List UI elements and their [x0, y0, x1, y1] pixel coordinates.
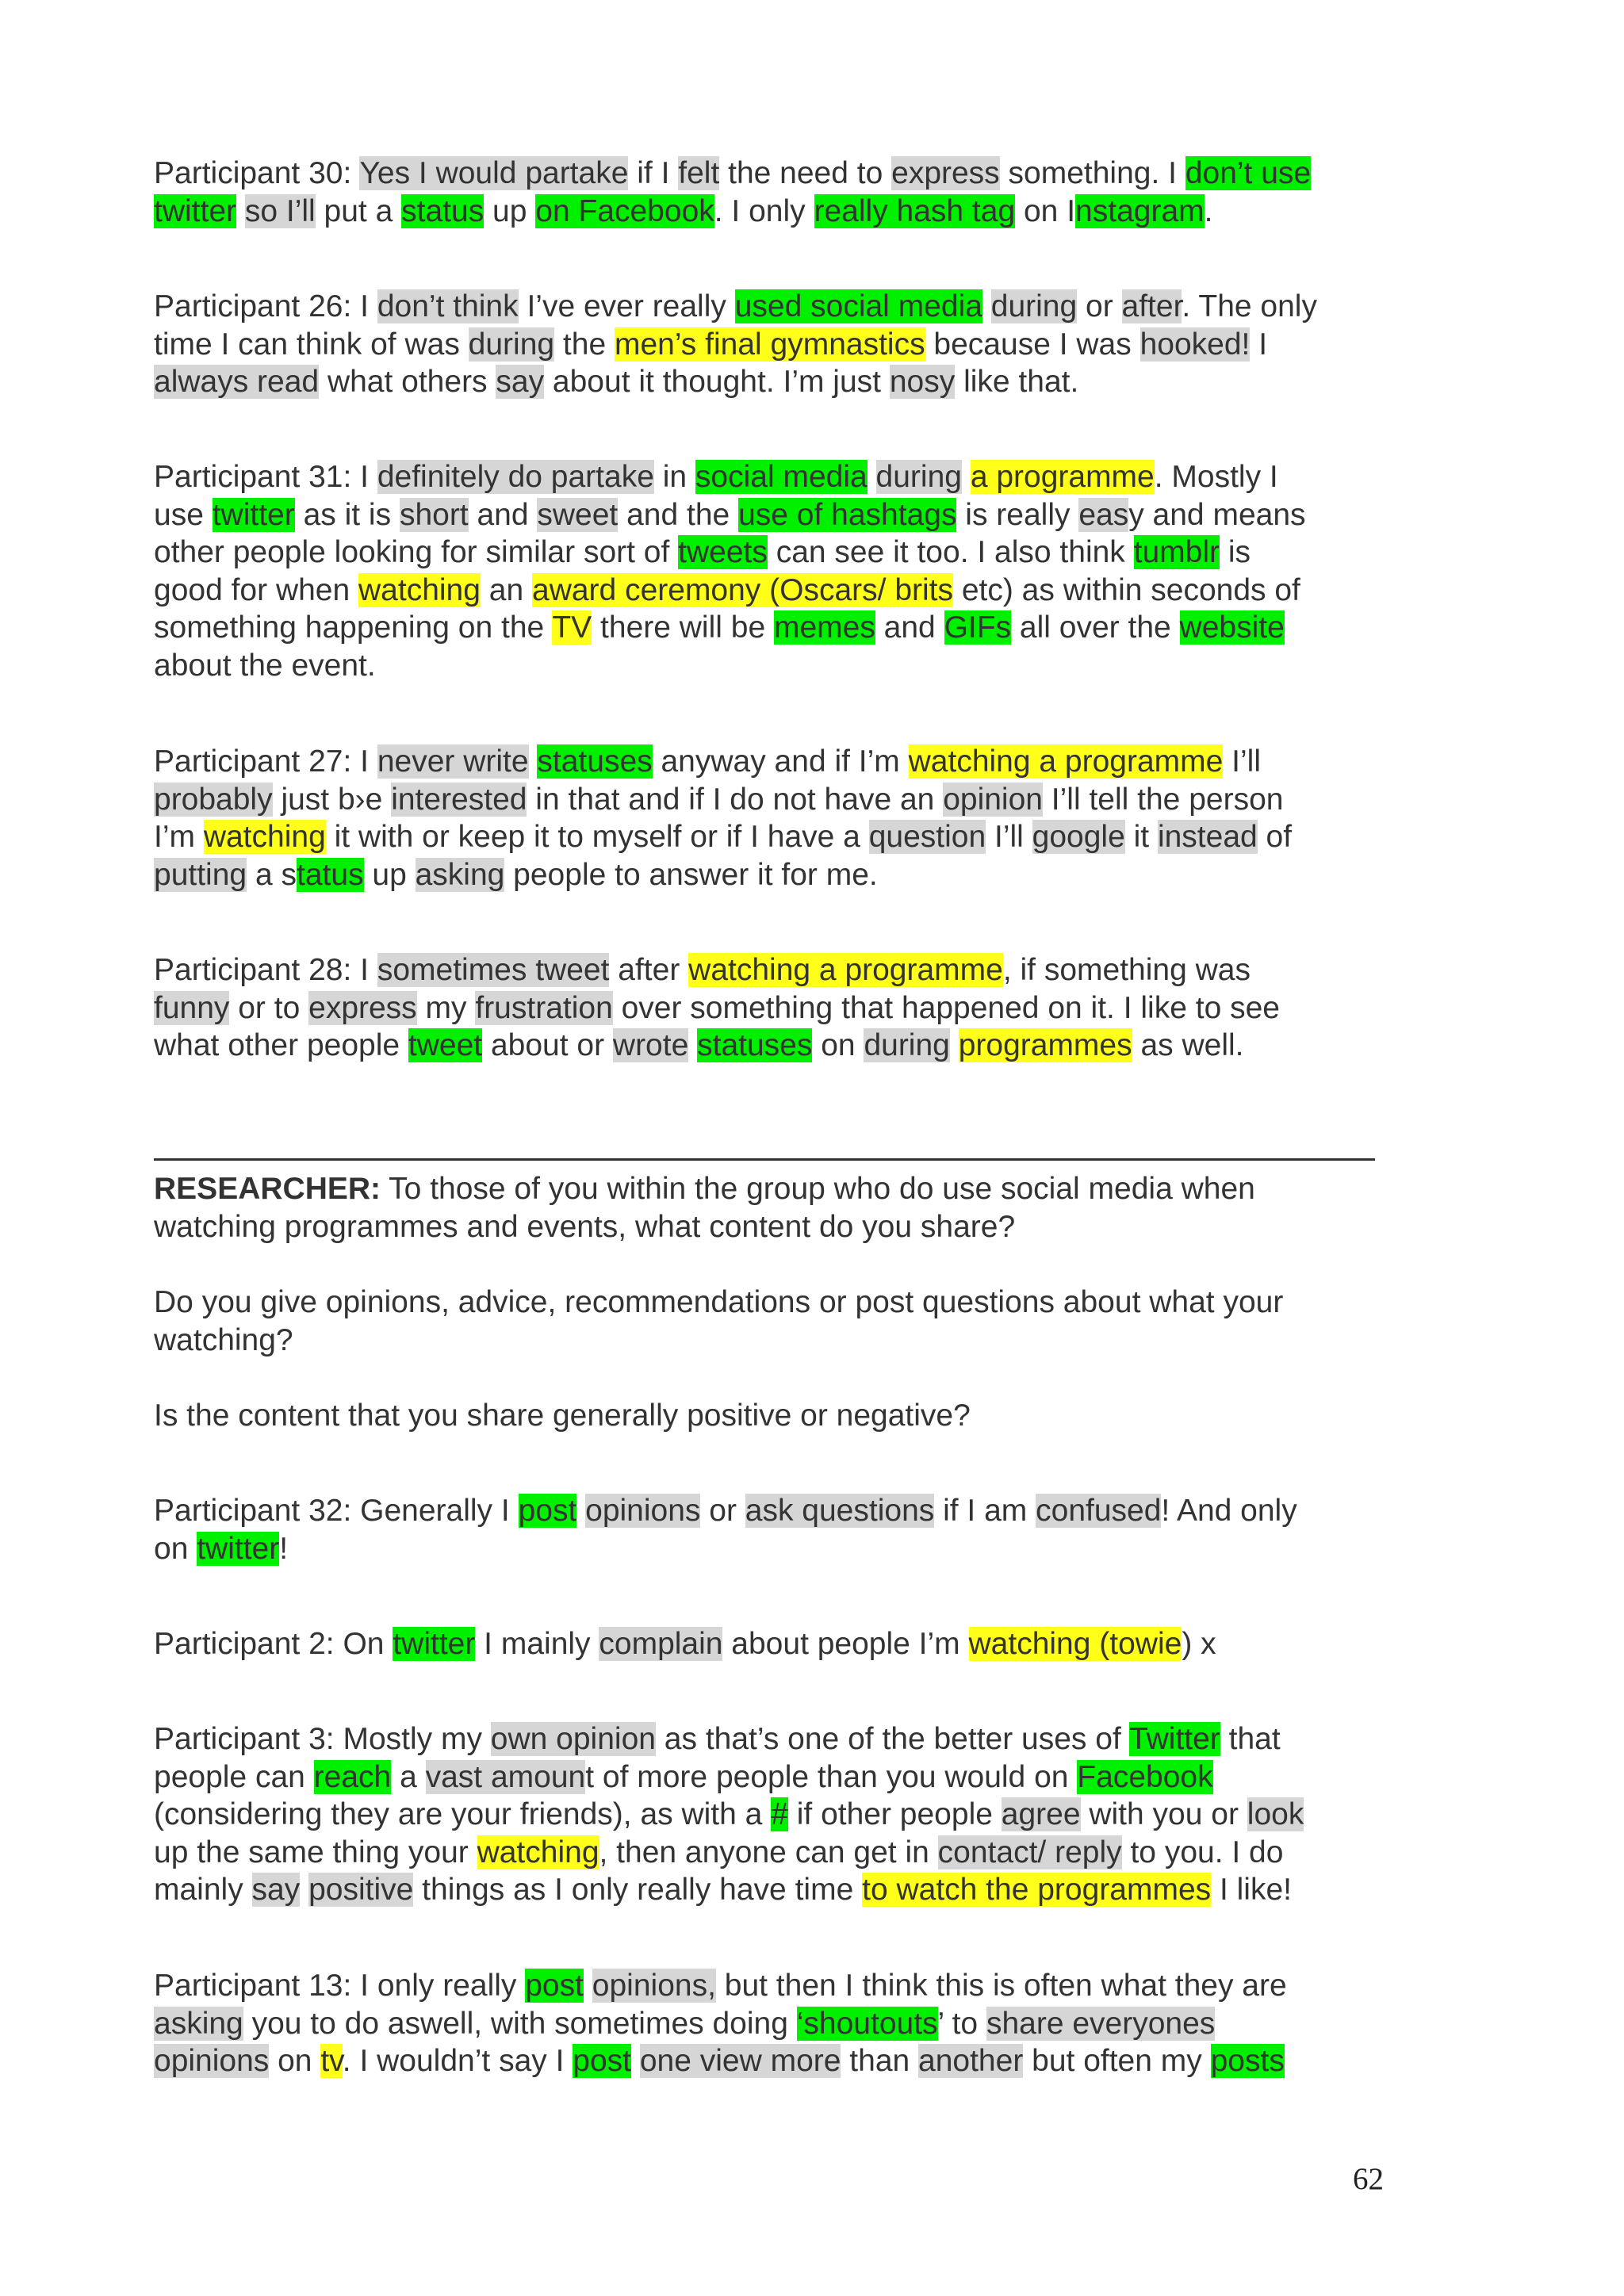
grey-highlight: asking: [415, 857, 505, 892]
section-divider: [154, 1158, 1375, 1161]
green-highlight: tweet: [408, 1028, 483, 1063]
text-run: Participant 13: I only really: [154, 1969, 526, 2003]
text-run: in: [653, 460, 695, 494]
text-run: watching?: [154, 1322, 293, 1357]
text-line: [154, 1834, 1391, 1872]
text-run: I like!: [1211, 1873, 1293, 1908]
text-run: ! And only: [1161, 1494, 1297, 1528]
text-run: . Mostly I: [1154, 460, 1278, 494]
text-run: the need to: [719, 156, 892, 190]
text-line: [154, 572, 1391, 610]
grey-highlight: felt: [678, 156, 720, 190]
text-line: [154, 155, 1391, 193]
yellow-highlight: watching (towie: [968, 1627, 1182, 1661]
text-run: Participant 32: Generally I: [154, 1494, 519, 1528]
researcher-sentiment-question: [154, 1397, 1391, 1435]
grey-highlight: opinions: [585, 1494, 701, 1528]
grey-highlight: eas: [1078, 497, 1129, 532]
text-run: as it is: [294, 497, 400, 532]
grey-highlight: own opinion: [490, 1722, 656, 1756]
text-run: [236, 194, 245, 228]
text-run: people to answer it for me.: [504, 857, 878, 892]
grey-highlight: asking: [154, 2006, 243, 2041]
text-run: I’ll: [986, 820, 1032, 855]
green-highlight: memes: [773, 610, 875, 645]
text-run: . The only: [1182, 289, 1317, 323]
text-line: [154, 1397, 1391, 1435]
green-highlight: twitter: [393, 1627, 476, 1661]
text-run: I’m: [154, 820, 204, 855]
text-run: y and means: [1128, 497, 1306, 532]
text-run: [950, 1028, 959, 1062]
researcher-followup-question: [154, 1284, 1391, 1359]
text-run: after: [609, 953, 689, 987]
yellow-highlight: watching a programme: [908, 744, 1224, 779]
yellow-highlight: programmes: [958, 1028, 1132, 1063]
text-run: on I: [1015, 193, 1076, 228]
grey-highlight: frustration: [475, 990, 613, 1025]
green-highlight: posts: [1210, 2044, 1285, 2079]
text-line: [154, 1871, 1391, 1909]
text-run: anyway and if I’m: [652, 744, 909, 779]
text-run: good for when: [154, 572, 359, 607]
text-run: but often my: [1023, 2044, 1211, 2079]
text-line: [154, 647, 1391, 685]
grey-highlight: complain: [599, 1627, 723, 1661]
grey-highlight: sweet: [537, 497, 619, 532]
text-run: ’ to: [937, 2006, 986, 2041]
text-run: on: [154, 1531, 197, 1566]
text-run: etc) as within seconds of: [953, 572, 1300, 607]
text-run: time I can think of was: [154, 327, 469, 362]
grey-highlight: agree: [1001, 1797, 1081, 1832]
grey-highlight: google: [1032, 820, 1125, 855]
text-run: is: [1220, 535, 1251, 570]
text-run: Participant 2: On: [154, 1627, 393, 1661]
grey-highlight: definitely do partake: [377, 460, 654, 494]
grey-highlight: interested: [391, 782, 527, 817]
grey-highlight: confused: [1036, 1494, 1162, 1528]
green-highlight: ‘shoutouts: [796, 2006, 938, 2041]
text-run: I’ll tell the person: [1042, 782, 1284, 817]
text-run: if I am: [934, 1494, 1036, 1528]
green-highlight: statuses: [537, 744, 653, 779]
grey-highlight: wrote: [612, 1028, 689, 1063]
text-run: Participant 3: Mostly my: [154, 1722, 491, 1756]
text-run: and: [468, 497, 538, 532]
text-run: on: [269, 2044, 321, 2079]
text-run: people can: [154, 1759, 314, 1794]
text-run: Participant 30:: [154, 156, 360, 190]
grey-highlight: hooked!: [1139, 327, 1251, 362]
text-run: just b›e: [272, 782, 392, 817]
grey-highlight: positive: [308, 1873, 414, 1908]
participant-26-response: [154, 288, 1391, 401]
text-line: [154, 818, 1391, 856]
text-run: as well.: [1132, 1028, 1244, 1063]
grey-highlight: opinions: [154, 2044, 270, 2079]
text-run: things as I only really have time: [413, 1873, 863, 1908]
grey-highlight: say: [496, 365, 545, 400]
participant-13-response: [154, 1967, 1391, 2080]
yellow-highlight: men’s final gymnastics: [614, 327, 925, 362]
grey-highlight: never write: [377, 744, 529, 779]
text-run: it: [1124, 820, 1158, 855]
green-highlight: #: [771, 1797, 788, 1832]
participant-2-response: [154, 1625, 1391, 1663]
text-line: [154, 1322, 1391, 1360]
green-highlight: post: [518, 1494, 577, 1528]
grey-highlight: during: [468, 327, 555, 362]
text-run: about it thought. I’m just: [544, 365, 890, 400]
text-line: [154, 1208, 1391, 1246]
yellow-highlight: a programme: [970, 460, 1155, 494]
text-line: [154, 1492, 1391, 1530]
text-line: [154, 496, 1391, 534]
text-run: a: [391, 1759, 426, 1794]
text-run: it with or keep it to myself or if I have a: [325, 820, 869, 855]
text-run: [982, 289, 991, 323]
text-line: [154, 1284, 1391, 1322]
participant-28-response: [154, 951, 1391, 1065]
text-run: !: [279, 1531, 289, 1566]
yellow-highlight: watching: [477, 1835, 599, 1869]
green-highlight: Facebook: [1077, 1759, 1213, 1794]
yellow-highlight: tv: [320, 2044, 343, 2079]
text-run: (considering they are your friends), as with a: [154, 1797, 772, 1832]
green-highlight: tatus: [296, 857, 364, 892]
grey-highlight: funny: [154, 990, 230, 1025]
grey-highlight: sometimes tweet: [377, 953, 610, 987]
participant-31-response: [154, 458, 1391, 685]
text-run: over something that happened on it. I like to see: [612, 990, 1280, 1025]
text-run: there will be: [592, 610, 774, 645]
text-line: [154, 1720, 1391, 1758]
grey-highlight: during: [864, 1028, 950, 1063]
bold-label: RESEARCHER:: [154, 1172, 381, 1206]
green-highlight: website: [1179, 610, 1285, 645]
text-line: [154, 1967, 1391, 2005]
text-line: [154, 193, 1391, 231]
text-run: in that and if I do not have an: [527, 782, 944, 817]
text-run: ) x: [1182, 1627, 1216, 1661]
grey-highlight: after: [1121, 289, 1182, 323]
participant-3-response: [154, 1720, 1391, 1909]
text-line: [154, 326, 1391, 364]
green-highlight: twitter: [197, 1531, 280, 1566]
green-highlight: really hash tag: [814, 193, 1016, 228]
green-highlight: status: [401, 193, 485, 228]
yellow-highlight: to watch the programmes: [862, 1873, 1212, 1908]
text-run: up: [363, 857, 416, 892]
grey-highlight: opinion: [943, 782, 1043, 817]
text-line: [154, 951, 1391, 989]
grey-highlight: another: [918, 2044, 1024, 2079]
grey-highlight: ask questions: [745, 1494, 935, 1528]
text-run: t of more people than you would on: [585, 1759, 1078, 1794]
text-run: Do you give opinions, advice, recommendations or post questions about what your: [154, 1285, 1284, 1319]
text-run: with you or: [1080, 1797, 1247, 1832]
text-run: or to: [229, 990, 309, 1025]
yellow-highlight: watching: [203, 820, 326, 855]
text-line: [154, 1530, 1391, 1568]
text-run: something happening on the: [154, 610, 553, 645]
text-run: I’ve ever really: [518, 289, 735, 323]
text-run: what other people: [154, 1028, 408, 1063]
text-run: if I: [628, 156, 679, 190]
text-line: [154, 856, 1391, 894]
text-run: about people I’m: [722, 1627, 969, 1661]
green-highlight: twitter: [154, 193, 237, 228]
green-highlight: don’t use: [1185, 156, 1312, 190]
green-highlight: social media: [695, 460, 868, 494]
text-line: [154, 534, 1391, 572]
text-run: about the event.: [154, 648, 376, 683]
text-run: my: [416, 990, 476, 1025]
text-run: as that’s one of the better uses of: [655, 1722, 1129, 1756]
green-highlight: on Facebook: [535, 193, 714, 228]
text-run: Participant 26: I: [154, 289, 377, 323]
grey-highlight: question: [868, 820, 986, 855]
green-highlight: GIFs: [944, 610, 1012, 645]
text-run: the: [554, 327, 615, 362]
text-run: a s: [247, 857, 297, 892]
text-run: but then I think this is often what they are: [715, 1969, 1287, 2003]
text-run: , then anyone can get in: [599, 1835, 938, 1869]
text-run: I’ll: [1223, 744, 1261, 779]
text-run: other people looking for similar sort of: [154, 535, 679, 570]
text-line: [154, 458, 1391, 496]
text-run: I: [1250, 327, 1268, 362]
green-highlight: post: [573, 2044, 631, 2079]
green-highlight: Twitter: [1128, 1722, 1220, 1756]
text-line: [154, 288, 1391, 326]
text-run: that: [1220, 1722, 1281, 1756]
text-run: [584, 1969, 592, 2003]
grey-highlight: express: [308, 990, 417, 1025]
green-highlight: tweets: [678, 535, 768, 570]
text-run: Participant 31: I: [154, 460, 377, 494]
yellow-highlight: award ceremony (Oscars/ brits: [532, 572, 953, 607]
text-run: watching programmes and events, what content do you share?: [154, 1209, 1016, 1244]
grey-highlight: one view more: [639, 2044, 841, 2079]
text-run: you to do aswell, with sometimes doing: [243, 2006, 797, 2041]
text-line: [154, 363, 1391, 401]
text-run: To those of you within the group who do use social media when: [381, 1172, 1255, 1206]
text-run: Is the content that you share generally positive or negative?: [154, 1399, 971, 1433]
text-run: [631, 2044, 640, 2078]
text-run: I mainly: [475, 1627, 599, 1661]
text-run: on: [812, 1028, 864, 1063]
text-run: is really: [956, 497, 1079, 532]
participant-30-response: [154, 155, 1391, 230]
text-run: can see it too. I also think: [767, 535, 1134, 570]
text-run: , if something was: [1002, 953, 1251, 987]
text-run: [962, 460, 971, 494]
text-line: [154, 743, 1391, 781]
text-run: [576, 1494, 585, 1528]
text-run: and the: [618, 497, 739, 532]
grey-highlight: so I’ll: [244, 193, 316, 228]
participant-27-response: [154, 743, 1391, 894]
text-run: up the same thing your: [154, 1835, 477, 1869]
grey-highlight: express: [891, 156, 1000, 190]
text-line: [154, 2005, 1391, 2043]
text-line: [154, 1170, 1391, 1208]
grey-highlight: don’t think: [377, 289, 519, 323]
grey-highlight: nosy: [889, 365, 956, 400]
text-run: up: [484, 193, 536, 228]
grey-highlight: opinions,: [592, 1969, 716, 2003]
text-line: [154, 609, 1391, 647]
text-run: than: [841, 2044, 919, 2079]
grey-highlight: Yes I would partake: [359, 156, 629, 190]
text-run: if other people: [787, 1797, 1002, 1832]
researcher-question: [154, 1170, 1391, 1246]
text-line: [154, 989, 1391, 1027]
text-run: about or: [482, 1028, 613, 1063]
text-line: [154, 1027, 1391, 1065]
green-highlight: post: [525, 1969, 584, 2003]
text-run: something. I: [999, 156, 1185, 190]
text-run: Participant 28: I: [154, 953, 377, 987]
text-run: or: [700, 1494, 745, 1528]
text-run: [529, 744, 538, 779]
text-run: . I wouldn’t say I: [342, 2044, 573, 2079]
text-line: [154, 1625, 1391, 1663]
text-run: put a: [315, 193, 402, 228]
grey-highlight: putting: [154, 857, 247, 892]
participant-32-response: [154, 1492, 1391, 1567]
text-run: mainly: [154, 1873, 252, 1908]
text-run: .: [1204, 193, 1213, 228]
text-run: all over the: [1011, 610, 1180, 645]
yellow-highlight: TV: [552, 610, 592, 645]
grey-highlight: instead: [1157, 820, 1258, 855]
grey-highlight: during: [990, 289, 1078, 323]
grey-highlight: during: [875, 460, 962, 494]
grey-highlight: say: [251, 1873, 301, 1908]
green-highlight: statuses: [697, 1028, 813, 1063]
text-run: of: [1257, 820, 1293, 855]
grey-highlight: short: [399, 497, 469, 532]
green-highlight: twitter: [212, 497, 295, 532]
grey-highlight: probably: [154, 782, 273, 817]
text-run: and: [875, 610, 944, 645]
text-run: [300, 1873, 308, 1907]
text-run: Participant 27: I: [154, 744, 377, 779]
text-run: . I only: [714, 193, 814, 228]
text-run: use: [154, 497, 213, 532]
yellow-highlight: watching: [358, 572, 481, 607]
text-run: an: [480, 572, 533, 607]
text-run: [688, 1028, 697, 1062]
text-line: [154, 1758, 1391, 1797]
green-highlight: reach: [313, 1759, 392, 1794]
grey-highlight: contact/ reply: [937, 1835, 1122, 1869]
text-line: [154, 2042, 1391, 2080]
grey-highlight: look: [1247, 1797, 1304, 1832]
text-line: [154, 781, 1391, 819]
text-run: or: [1077, 289, 1122, 323]
page-number: 62: [1353, 2162, 1384, 2196]
green-highlight: used social media: [734, 289, 982, 323]
text-run: [868, 460, 876, 494]
grey-highlight: share everyones: [986, 2006, 1216, 2041]
green-highlight: nstagram: [1075, 193, 1205, 228]
text-run: because I was: [925, 327, 1140, 362]
text-run: what others: [319, 365, 496, 400]
grey-highlight: vast amoun: [425, 1759, 586, 1794]
yellow-highlight: watching a programme: [688, 953, 1003, 987]
text-run: like that.: [955, 365, 1079, 400]
text-line: [154, 1796, 1391, 1834]
grey-highlight: always read: [154, 365, 320, 400]
text-run: to you. I do: [1121, 1835, 1284, 1869]
green-highlight: use of hashtags: [738, 497, 957, 532]
green-highlight: tumblr: [1133, 535, 1220, 570]
